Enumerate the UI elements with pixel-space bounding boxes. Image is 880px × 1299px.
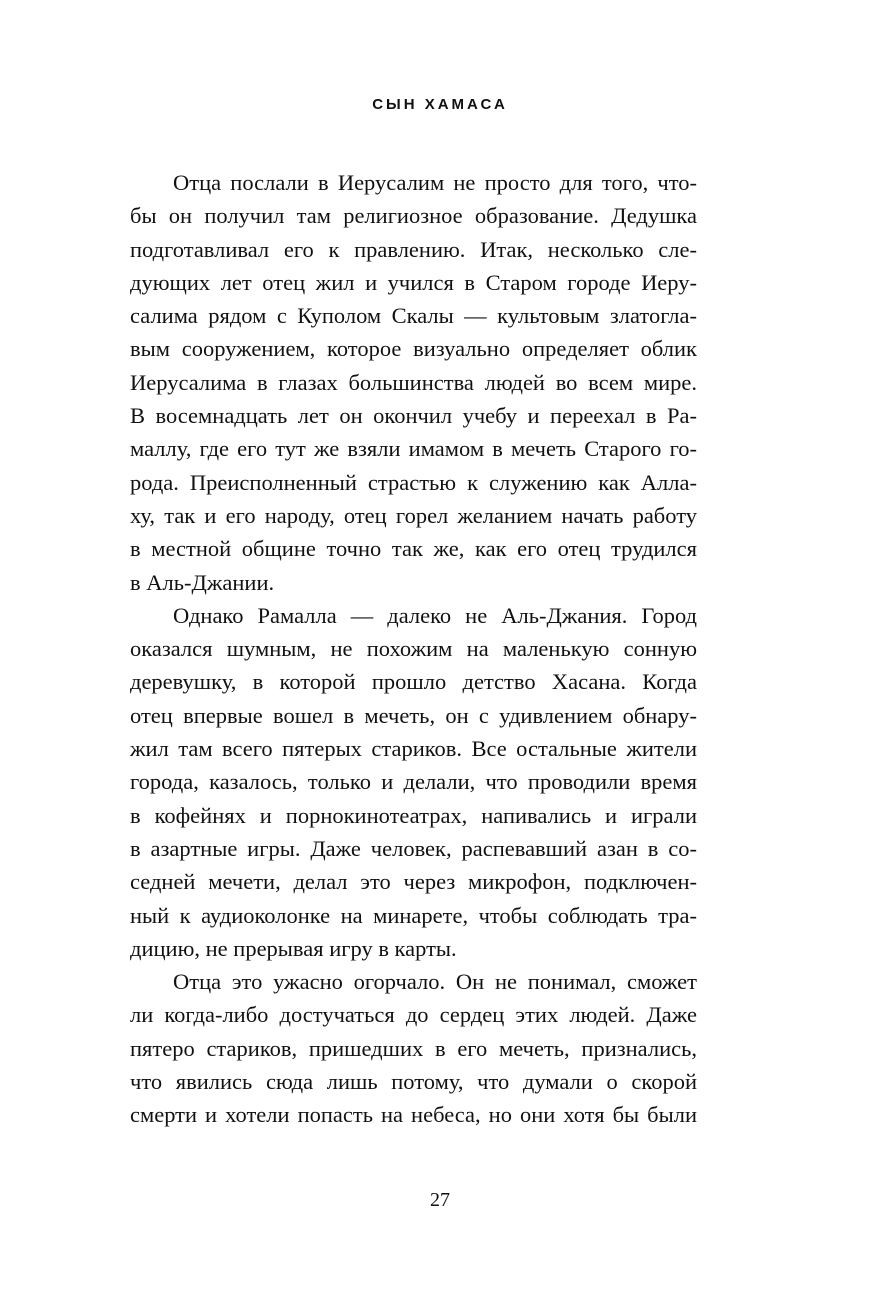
text-line: смерти и хотели попасть на небеса, но они хотя бы были <box>130 1102 697 1128</box>
paragraph <box>130 965 697 1131</box>
text-line: в кофейнях и порнокинотеатрах, напивались и играли <box>130 802 697 828</box>
text-line: в местной общине точно так же, как его отец трудился <box>130 536 697 562</box>
paragraph <box>130 599 697 965</box>
body-text <box>130 166 697 1132</box>
text-line: Однако Рамалла — далеко не Аль-Джания. Город <box>173 602 697 628</box>
text-line: Отца это ужасно огорчало. Он не понимал, сможет <box>173 969 697 995</box>
text-line: в Аль-Джании. <box>130 569 275 595</box>
text-line: седней мечети, делал это через микрофон, подключен- <box>130 869 697 895</box>
text-line: рода. Преисполненный страстью к служению как Алла- <box>130 469 697 495</box>
running-head: СЫН ХАМАСА <box>372 96 508 113</box>
text-line: маллу, где его тут же взяли имамом в мечеть Старого го- <box>130 436 697 462</box>
text-line: салима рядом с Куполом Скалы — культовым златогла- <box>130 303 697 329</box>
text-line: ли когда-либо достучаться до сердец этих людей. Даже <box>130 1002 697 1028</box>
text-line: города, казалось, только и делали, что проводили время <box>130 769 697 795</box>
text-line: ный к аудиоколонке на минарете, чтобы соблюдать тра- <box>130 902 697 928</box>
text-line: в азартные игры. Даже человек, распевавший азан в со- <box>130 835 697 861</box>
text-line: В восемнадцать лет он окончил учебу и переехал в Ра- <box>130 403 697 429</box>
text-line: деревушку, в которой прошло детство Хасана. Когда <box>130 669 697 695</box>
text-line: дующих лет отец жил и учился в Старом городе Иеру- <box>130 269 697 295</box>
text-line: Отца послали в Иерусалим не просто для того, что- <box>173 170 697 195</box>
text-line: пятеро стариков, пришедших в его мечеть, признались, <box>130 1035 697 1061</box>
text-line: что явились сюда лишь потому, что думали о скорой <box>130 1069 697 1095</box>
text-line: дицию, не прерывая игру в карты. <box>130 935 457 961</box>
text-line: ху, так и его народу, отец горел желанием начать работу <box>130 502 697 528</box>
text-line: Иерусалима в глазах большинства людей во всем мире. <box>130 369 697 395</box>
text-line: вым сооружением, которое визуально определяет облик <box>130 336 697 362</box>
text-line: оказался шумным, не похожим на маленькую сонную <box>130 636 697 662</box>
paragraph <box>130 166 697 599</box>
text-line: бы он получил там религиозное образование. Дедушка <box>130 203 697 229</box>
page-number: 27 <box>430 1189 450 1211</box>
text-line: подготавливал его к правлению. Итак, несколько сле- <box>130 236 697 262</box>
text-line: жил там всего пятерых стариков. Все остальные жители <box>130 736 697 762</box>
text-line: отец впервые вошел в мечеть, он с удивлением обнару- <box>130 702 697 728</box>
